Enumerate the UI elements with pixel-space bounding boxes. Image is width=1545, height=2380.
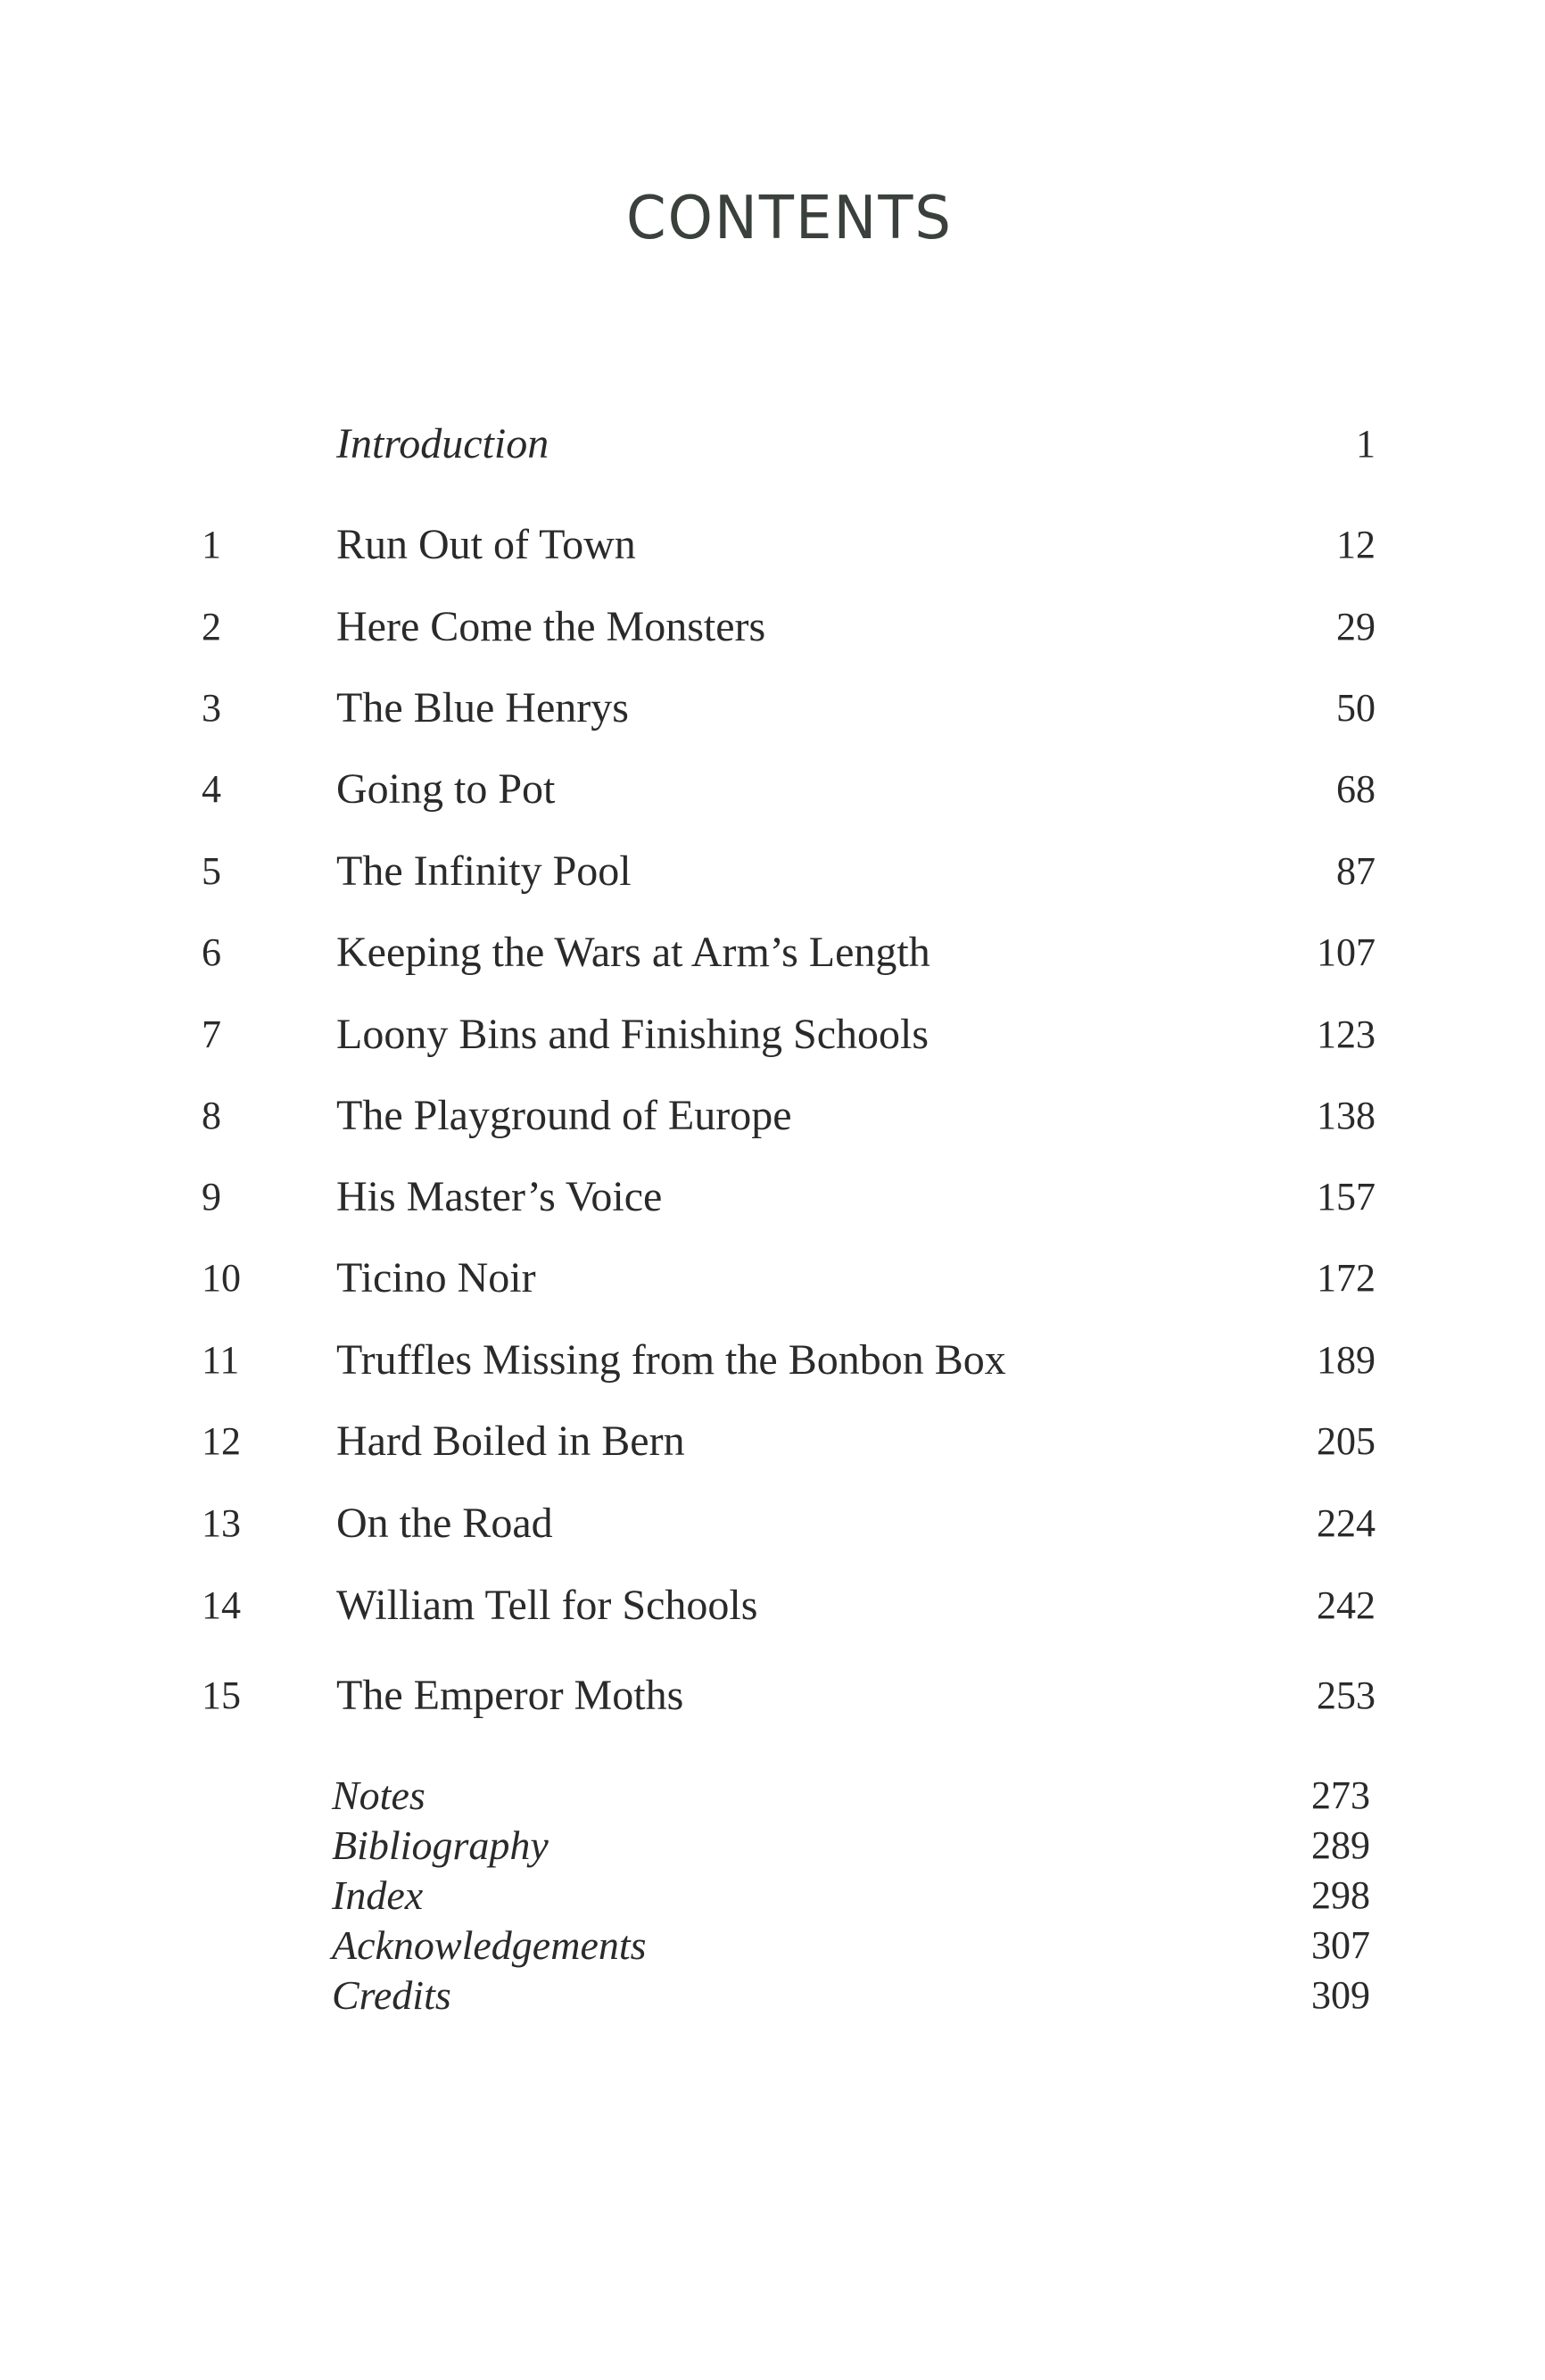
toc-entry-number: 5 [202, 849, 221, 893]
toc-entry-page: 12 [1336, 523, 1376, 566]
toc-entry-page: 189 [1317, 1338, 1376, 1382]
toc-entry-title: Truffles Missing from the Bonbon Box [336, 1336, 1006, 1384]
toc-entry-chapter[interactable] [0, 677, 1545, 740]
toc-entry-page: 1 [1356, 422, 1376, 466]
toc-entry-chapter[interactable] [0, 1166, 1545, 1228]
toc-entry-title: Acknowledgements [332, 1922, 647, 1968]
toc-entry-chapter[interactable] [0, 596, 1545, 658]
toc-entry-page: 172 [1317, 1256, 1376, 1300]
toc-entry-page: 242 [1317, 1583, 1376, 1627]
toc-entry-chapter[interactable] [0, 921, 1545, 984]
toc-entry-title: The Playground of Europe [336, 1092, 792, 1139]
toc-entry-page: 273 [1311, 1773, 1370, 1817]
toc-entry-chapter[interactable] [0, 1574, 1545, 1637]
toc-entry-number: 3 [202, 686, 221, 730]
toc-entry-number: 7 [202, 1012, 221, 1056]
toc-entry-title: Here Come the Monsters [336, 603, 766, 650]
page-title: CONTENTS [625, 184, 954, 253]
toc-entry-page: 224 [1317, 1501, 1376, 1545]
toc-entry-introduction[interactable] [0, 413, 1545, 475]
toc-entry-title: The Infinity Pool [336, 847, 632, 895]
toc-entry-chapter[interactable] [0, 1665, 1545, 1727]
toc-entry-number: 10 [202, 1256, 241, 1300]
toc-entry-title: Credits [332, 1972, 451, 2018]
toc-entry-chapter[interactable] [0, 1085, 1545, 1147]
toc-entry-number: 13 [202, 1501, 241, 1545]
toc-entry-title: Hard Boiled in Bern [336, 1417, 685, 1465]
toc-entry-number: 6 [202, 930, 221, 974]
toc-entry-number: 2 [202, 605, 221, 649]
toc-entry-title: Introduction [336, 420, 549, 467]
toc-entry-number: 14 [202, 1583, 241, 1627]
toc-entry-page: 309 [1311, 1973, 1370, 2017]
toc-entry-number: 4 [202, 767, 221, 811]
toc-entry-page: 107 [1317, 930, 1376, 974]
toc-entry-chapter[interactable] [0, 1492, 1545, 1555]
toc-entry-chapter[interactable] [0, 1004, 1545, 1066]
toc-entry-page: 123 [1317, 1012, 1376, 1056]
toc-entry-page: 87 [1336, 849, 1376, 893]
toc-entry-chapter[interactable] [0, 758, 1545, 821]
toc-entry-number: 9 [202, 1175, 221, 1219]
toc-entry-title: Ticino Noir [336, 1254, 536, 1302]
toc-entry-number: 11 [202, 1338, 240, 1382]
toc-entry-chapter[interactable] [0, 1247, 1545, 1310]
toc-entry-number: 1 [202, 523, 221, 566]
toc-entry-title: On the Road [336, 1500, 553, 1547]
toc-entry-title: William Tell for Schools [336, 1582, 758, 1629]
toc-entry-credits[interactable] [0, 1964, 1545, 2027]
toc-entry-title: Keeping the Wars at Arm’s Length [336, 929, 930, 976]
toc-entry-title: Bibliography [332, 1822, 549, 1868]
toc-entry-number: 15 [202, 1673, 241, 1717]
toc-entry-number: 8 [202, 1094, 221, 1137]
toc-entry-title: The Blue Henrys [336, 684, 629, 731]
toc-entry-title: Going to Pot [336, 765, 556, 813]
toc-entry-page: 298 [1311, 1873, 1370, 1917]
toc-entry-page: 68 [1336, 767, 1376, 811]
toc-entry-page: 253 [1317, 1673, 1376, 1717]
toc-entry-page: 50 [1336, 686, 1376, 730]
toc-entry-title: Notes [332, 1773, 425, 1818]
toc-entry-title: Loony Bins and Finishing Schools [336, 1011, 929, 1058]
toc-entry-title: His Master’s Voice [336, 1173, 663, 1220]
toc-entry-chapter[interactable] [0, 1329, 1545, 1392]
toc-entry-page: 29 [1336, 605, 1376, 649]
toc-entry-title: Index [332, 1872, 424, 1918]
toc-entry-page: 289 [1311, 1823, 1370, 1867]
toc-entry-title: Run Out of Town [336, 521, 636, 568]
toc-entry-title: The Emperor Moths [336, 1672, 684, 1719]
toc-entry-page: 205 [1317, 1419, 1376, 1463]
toc-entry-chapter[interactable] [0, 1410, 1545, 1473]
toc-entry-chapter[interactable] [0, 840, 1545, 903]
toc-entry-page: 307 [1311, 1923, 1370, 1967]
toc-entry-page: 157 [1317, 1175, 1376, 1219]
toc-entry-page: 138 [1317, 1094, 1376, 1137]
toc-entry-chapter[interactable] [0, 514, 1545, 576]
toc-entry-number: 12 [202, 1419, 241, 1463]
